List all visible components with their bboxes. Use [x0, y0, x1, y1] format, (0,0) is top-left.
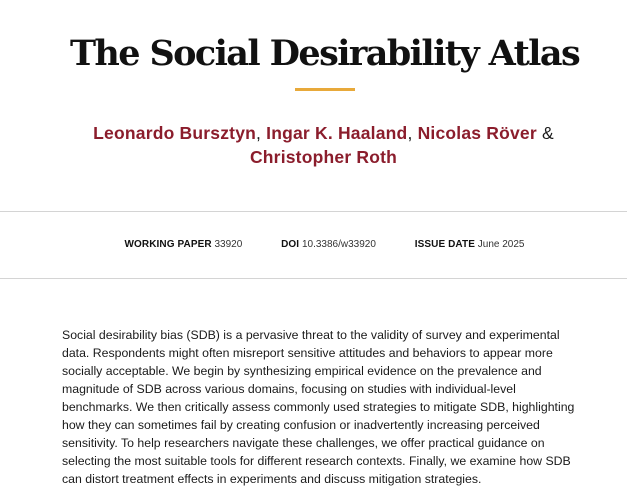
title-accent-rule: [295, 88, 355, 91]
working-paper-number: 33920: [214, 239, 243, 250]
author-list: [40, 121, 607, 169]
author-link-roth[interactable]: Christopher Roth: [249, 147, 398, 167]
abstract-text: Social desirability bias (SDB) is a pervasive threat to the validity of survey and experimental data. Respondents might often misreport sensitive attitudes and behaviors to appear more socially acceptable. We begin by synthesizing empirical evidence on the prevalence and magnitude of SDB across various domains, focusing on studies with individual-level benchmarks. We then critically assess commonly used strategies to mitigate SDB, highlighting how they can sometimes fail by creating confusion or inadvertently increasing perceived sensitivity. To help researchers navigate these challenges, we offer practical guidance on selecting the most suitable tools for different research contexts. Finally, we examine how SDB can distort treatment effects in experiments and discuss mitigation strategies.: [62, 328, 575, 486]
author-link-rover[interactable]: Nicolas Röver: [417, 123, 537, 143]
working-paper-meta: [124, 238, 242, 252]
doi-meta: [281, 238, 376, 252]
working-paper-label: WORKING PAPER: [124, 239, 212, 250]
author-separator: &: [541, 123, 554, 143]
issue-date-meta: [415, 238, 525, 252]
meta-top-divider: [0, 211, 627, 212]
page-title: The Social Desirability Atlas: [69, 33, 580, 75]
author-link-haaland[interactable]: Ingar K. Haaland: [266, 123, 408, 143]
issue-date-value: June 2025: [477, 239, 525, 250]
doi-value[interactable]: 10.3386/w33920: [301, 239, 376, 250]
author-separator: ,: [407, 123, 413, 143]
doi-label: DOI: [281, 239, 300, 250]
meta-bottom-divider: [0, 278, 627, 279]
author-separator: ,: [256, 123, 262, 143]
author-link-bursztyn[interactable]: Leonardo Bursztyn: [93, 123, 257, 143]
paper-meta-row: [0, 238, 627, 252]
issue-date-label: ISSUE DATE: [414, 239, 475, 250]
